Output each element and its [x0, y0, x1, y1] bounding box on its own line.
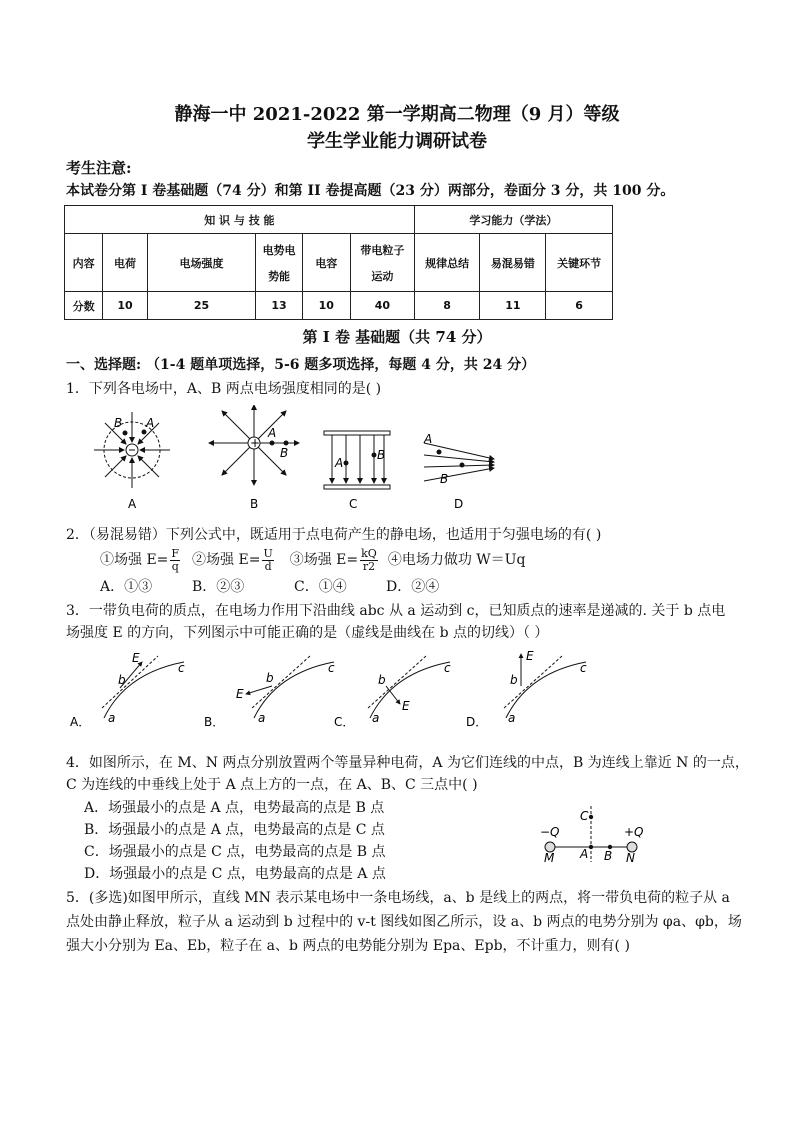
part-heading: 一、选择题: （1-4 题单项选择，5-6 题多项选择，每题 4 分，共 24 分）: [66, 357, 536, 373]
q4-choice: C．场强最小的点是 C 点，电势最高的点是 B 点: [84, 844, 386, 860]
q3-figures: [66, 648, 626, 730]
option-label: A: [128, 497, 137, 511]
figure-c: [324, 431, 390, 511]
col-score: 8: [414, 292, 480, 320]
label-b: b: [266, 671, 274, 685]
label-a: A: [580, 847, 589, 861]
col-score: 11: [480, 292, 546, 320]
formula-3-prefix: ③场强 E=: [289, 552, 359, 568]
q4-figure: [536, 800, 646, 866]
question-4-line1: 4．如图所示，在 M、N 两点分别放置两个等量异种电荷，A 为它们连线的中点，B 为连线上靠近 N 的一点，: [66, 755, 749, 771]
numerator: F: [171, 546, 180, 560]
option-label: C．: [334, 715, 355, 729]
q3-figure-a: [70, 651, 185, 729]
label-neg-q: −Q: [540, 825, 560, 839]
col-name: 电荷: [103, 234, 147, 292]
option-label: A．: [70, 715, 91, 729]
label-b: B: [604, 849, 613, 863]
question-5-line3: 强大小分别为 Ea、Eb，粒子在 a、b 两点的电势能分别为 Epa、Epb，不计重力，则有( ): [66, 938, 630, 954]
section-heading: 第 I 卷 基础题（共 74 分）: [302, 328, 492, 346]
col-name: [350, 234, 414, 292]
question-3-line2: 场强度 E 的方向，下列图示中可能正确的是（虚线是曲线在 b 点的切线）（ ）: [66, 625, 549, 641]
col-name: 规律总结: [414, 234, 480, 292]
numerator: kQ: [361, 546, 377, 560]
label-e: E: [132, 651, 140, 665]
denominator: d: [264, 559, 272, 573]
col-name: 电场强度: [147, 234, 256, 292]
label-b: B: [377, 448, 386, 462]
col-score: 25: [147, 292, 256, 320]
col-score: 10: [302, 292, 350, 320]
label-b: B: [114, 416, 123, 430]
figure-a: [94, 412, 170, 511]
col-name-line: 运动: [371, 269, 394, 283]
label-pos-q: +Q: [624, 825, 644, 839]
q2-choice: A．①③: [100, 579, 153, 595]
exam-title-line1: 静海一中 2021-2022 第一学期高二物理（9 月）等级: [174, 104, 620, 125]
question-1-text: 1．下列各电场中，A、B 两点电场强度相同的是( ): [66, 381, 382, 397]
q2-choice: D．②④: [386, 579, 440, 595]
label-n: N: [626, 851, 635, 865]
label-a: A: [146, 416, 155, 430]
denominator: q: [171, 559, 179, 573]
group-knowledge: 知 识 与 技 能: [65, 206, 415, 234]
row-label-score: 分数: [65, 292, 103, 320]
option-label: D．: [466, 715, 488, 729]
q4-choice: B．场强最小的点是 A 点，电势最高的点是 C 点: [84, 822, 385, 838]
label-b: B: [280, 446, 289, 460]
label-a: a: [508, 711, 516, 725]
question-4-line2: C 为连线的中垂线上处于 A 点上方的一点，在 A、B、C 三点中( ): [66, 777, 478, 793]
col-score: 13: [256, 292, 302, 320]
label-a: a: [258, 711, 266, 725]
label-b: b: [378, 673, 386, 687]
label-b: b: [510, 673, 518, 687]
formula-3-fraction: [360, 548, 378, 573]
label-a: A: [424, 432, 433, 446]
figure-d: [423, 432, 494, 511]
col-name-line: 带电粒子: [360, 243, 405, 257]
col-name: [256, 234, 302, 292]
col-name-line: 电势电: [262, 243, 296, 257]
q4-choice: D．场强最小的点是 C 点，电势最高的点是 A 点: [84, 866, 386, 882]
label-a: A: [335, 456, 344, 470]
label-c: c: [444, 661, 451, 675]
formula-1-fraction: [170, 548, 180, 573]
label-a: A: [268, 426, 277, 440]
notice-heading: 考生注意:: [66, 159, 132, 177]
question-5-line1: 5．(多选)如图甲所示，直线 MN 表示某电场中一条电场线，a、b 是线上的两点，将一带负电荷的粒子从 a: [66, 890, 730, 906]
question-3-line1: 3．一带负电荷的质点，在电场力作用下沿曲线 abc 从 a 运动到 c，已知质点的速率是递减的. 关于 b 点电: [66, 603, 726, 619]
question-5-line2: 点处由静止释放，粒子从 a 运动到 b 过程中的 v-t 图线如图乙所示，设 a、b 两点的电势分别为 φa、φb，场: [66, 914, 742, 930]
formula-2-prefix: ②场强 E=: [192, 552, 261, 568]
denominator: r2: [362, 559, 376, 573]
notice-text: 本试卷分第 I 卷基础题（74 分）和第 II 卷提高题（23 分）两部分，卷面分 3 分，共 100 分。: [66, 183, 675, 199]
formula-1-prefix: ①场强 E=: [100, 552, 169, 568]
label-c: c: [178, 661, 185, 675]
formula-4: ④电场力做功 W＝Uq: [387, 552, 526, 568]
col-score: 40: [350, 292, 414, 320]
label-b: b: [118, 673, 126, 687]
plus-sign-icon: +: [250, 436, 261, 450]
col-name: 电容: [302, 234, 350, 292]
q3-figure-b: [204, 656, 335, 729]
score-table: [64, 205, 613, 320]
figure-b: [209, 405, 299, 511]
label-e: E: [526, 649, 534, 663]
col-name-line: 势能: [268, 269, 291, 283]
option-label: D: [454, 497, 464, 511]
option-label: B．: [204, 715, 225, 729]
label-e: E: [402, 699, 410, 713]
exam-title-line2: 学生学业能力调研试卷: [307, 131, 487, 152]
label-b: B: [440, 472, 449, 486]
q1-figures: [84, 405, 614, 515]
group-ability: 学习能力（学法）: [414, 206, 612, 234]
row-label-content: 内容: [65, 234, 103, 292]
option-label: B: [250, 497, 259, 511]
q2-choice: B．②③: [192, 579, 245, 595]
q2-formulas: [100, 542, 525, 578]
col-score: 6: [546, 292, 613, 320]
col-score: 10: [103, 292, 147, 320]
label-c: c: [580, 661, 587, 675]
label-a: a: [372, 711, 380, 725]
numerator: U: [263, 546, 273, 560]
label-a: a: [108, 711, 116, 725]
q3-figure-d: [466, 649, 587, 729]
label-c: c: [328, 661, 335, 675]
question-2-text: 2．（易混易错）下列公式中，既适用于点电荷产生的静电场，也适用于匀强电场的有( ): [66, 527, 602, 543]
col-name: 易混易错: [480, 234, 546, 292]
label-m: M: [544, 851, 555, 865]
option-label: C: [349, 497, 358, 511]
label-e: E: [236, 687, 244, 701]
q3-figure-c: [334, 656, 451, 729]
q4-choice: A．场强最小的点是 A 点，电势最高的点是 B 点: [84, 800, 385, 816]
label-c: C: [580, 809, 589, 823]
q2-choice: C．①④: [294, 579, 347, 595]
formula-2-fraction: [262, 548, 273, 573]
col-name: 关键环节: [546, 234, 613, 292]
